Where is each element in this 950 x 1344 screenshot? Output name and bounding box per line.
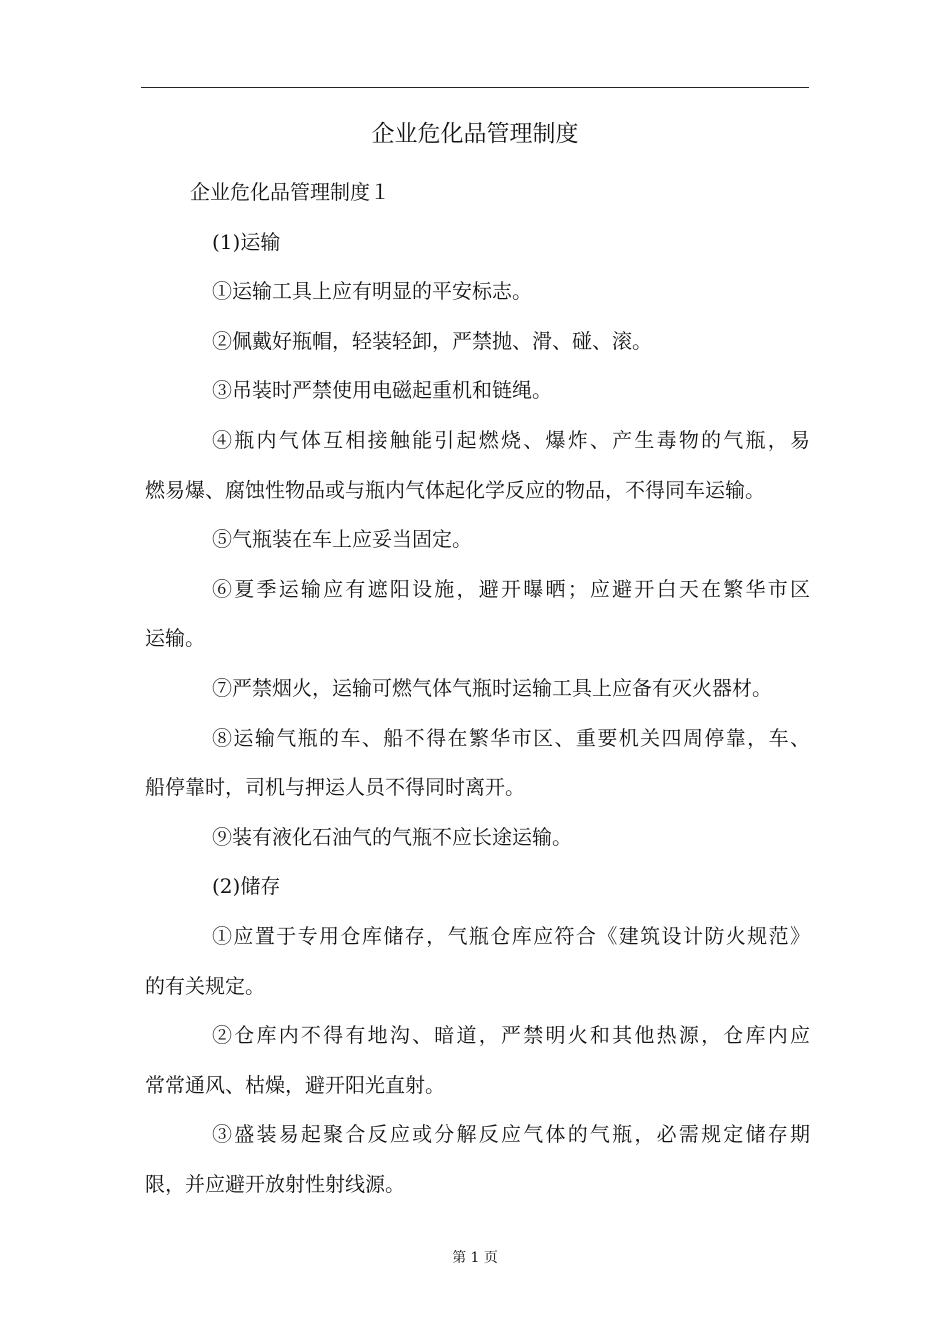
text-line: 船停靠时，司机与押运人员不得同时离开。 <box>145 775 525 800</box>
text-line: 限，并应避开放射性射线源。 <box>145 1171 405 1196</box>
document-title: 企业危化品管理制度 <box>371 121 579 147</box>
text-line: ③吊装时严禁使用电磁起重机和链绳。 <box>212 378 552 403</box>
text-line: 燃易爆、腐蚀性物品或与瓶内气体起化学反应的物品，不得同车运输。 <box>145 477 765 502</box>
text-line: ⑧运输气瓶的车、船不得在繁华市区、重要机关四周停靠，车、 <box>212 725 810 750</box>
text-line: ②佩戴好瓶帽，轻装轻卸，严禁抛、滑、碰、滚。 <box>212 328 652 353</box>
text-line: ①应置于专用仓库储存，气瓶仓库应符合《建筑设计防火规范》 <box>212 923 810 948</box>
text-line: ③盛装易起聚合反应或分解反应气体的气瓶，必需规定储存期 <box>212 1122 810 1147</box>
text-line: 常常通风、枯燥，避开阳光直射。 <box>145 1072 445 1097</box>
text-line: (2)储存 <box>212 874 281 899</box>
text-line: ⑦严禁烟火，运输可燃气体气瓶时运输工具上应备有灭火器材。 <box>212 675 772 700</box>
text-line: ②仓库内不得有地沟、暗道，严禁明火和其他热源，仓库内应 <box>212 1023 810 1048</box>
paragraph-lines <box>145 218 810 1210</box>
text-line: 的有关规定。 <box>145 973 265 998</box>
text-line: 运输。 <box>145 626 205 651</box>
text-line: ⑨装有液化石油气的气瓶不应长途运输。 <box>212 824 572 849</box>
text-line: ①运输工具上应有明显的平安标志。 <box>212 279 532 304</box>
section-heading: 企业危化品管理制度１ <box>190 180 390 204</box>
document-body <box>145 168 810 1209</box>
page-number: 第 1 页 <box>452 1250 498 1266</box>
text-line: (1)运输 <box>212 229 281 254</box>
header-rule <box>141 87 809 88</box>
text-line: ④瓶内气体互相接触能引起燃烧、爆炸、产生毒物的气瓶，易 <box>212 427 810 452</box>
text-line: ⑥夏季运输应有遮阳设施，避开曝晒；应避开白天在繁华市区 <box>212 576 810 601</box>
text-line: ⑤气瓶装在车上应妥当固定。 <box>212 527 472 552</box>
